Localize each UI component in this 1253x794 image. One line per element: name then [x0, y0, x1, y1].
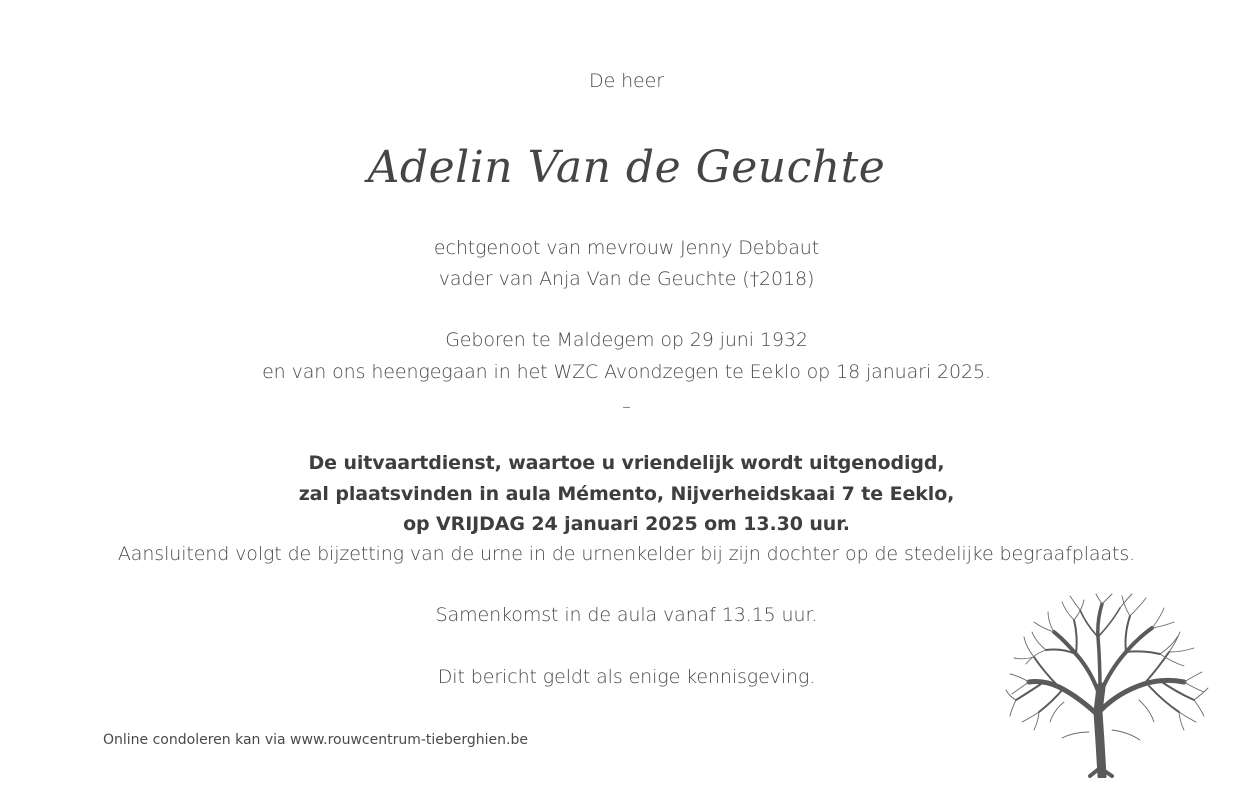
- service-line-3: op VRIJDAG 24 januari 2025 om 13.30 uur.: [403, 513, 850, 535]
- salutation: De heer: [589, 70, 664, 92]
- service-line-1: De uitvaartdienst, waartoe u vriendelijk wordt uitgenodigd,: [308, 452, 945, 474]
- death-line: en van ons heengegaan in het WZC Avondzegen te Eeklo op 18 januari 2025.: [262, 361, 991, 383]
- separator: –: [622, 397, 631, 417]
- notice-line: Dit bericht geldt als enige kennisgeving.: [437, 666, 816, 688]
- spouse-line: echtgenoot van mevrouw Jenny Debbaut: [433, 237, 820, 259]
- gathering-line: Samenkomst in de aula vanaf 13.15 uur.: [435, 604, 818, 626]
- tree-icon: [1004, 592, 1210, 778]
- service-line-2: zal plaatsvinden in aula Mémento, Nijverheidskaai 7 te Eeklo,: [298, 483, 955, 505]
- burial-line: Aansluitend volgt de bijzetting van de urne in de urnenkelder bij zijn dochter op de stedelijke begraafplaats.: [117, 543, 1136, 565]
- birth-line: Geboren te Maldegem op 29 juni 1932: [445, 329, 808, 351]
- online-condolence-link[interactable]: Online condoleren kan via www.rouwcentrum-tieberghien.be: [103, 732, 528, 748]
- father-line: vader van Anja Van de Geuchte (†2018): [438, 268, 815, 290]
- deceased-name: Adelin Van de Geuchte: [367, 142, 886, 193]
